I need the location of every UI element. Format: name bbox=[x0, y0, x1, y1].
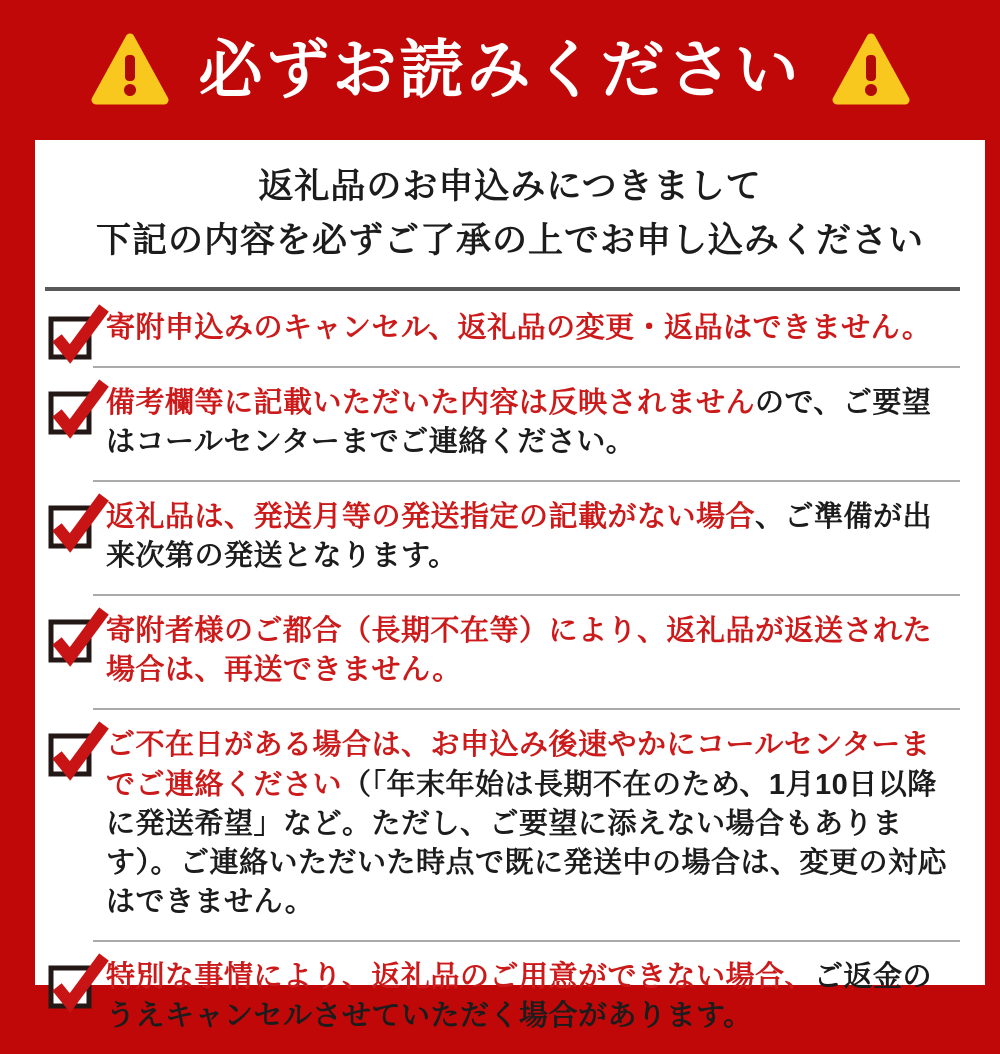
list-item bbox=[48, 480, 960, 594]
list-item bbox=[48, 366, 960, 480]
list-item bbox=[48, 708, 960, 940]
checked-checkbox-icon bbox=[48, 494, 110, 550]
page-title: 必ずお読みください bbox=[199, 38, 802, 102]
item-text-segment: 備考欄等に記載いただいた内容は反映されません bbox=[106, 387, 755, 419]
warning-triangle-icon bbox=[91, 33, 169, 107]
item-text-segment: ご返金のうえキャンセルさせていただく場合があります。 bbox=[106, 961, 932, 1032]
intro-line-2: 下記の内容を必ずご了承の上でお申し込みください bbox=[45, 214, 975, 268]
item-text-segment: 特別な事情により、返礼品のご用意ができない場合、 bbox=[106, 961, 814, 993]
item-text-segment: 寄附申込みのキャンセル、返礼品の変更・返品はできません。 bbox=[106, 312, 931, 344]
checked-checkbox-icon bbox=[48, 954, 110, 1010]
notice-header bbox=[0, 0, 1000, 140]
item-text-segment: （「年末年始は長期不在のため、1月10日以降に発送希望」など。ただし、ご要望に添えない場合もあります）。ご連絡いただいた時点で既に発送中の場合は、変更の対応はできません。 bbox=[106, 769, 947, 918]
warning-triangle-icon bbox=[832, 33, 910, 107]
checked-checkbox-icon bbox=[48, 380, 110, 436]
item-text-segment: 、ご準備が出来次第の発送となります。 bbox=[106, 501, 932, 572]
item-text bbox=[106, 958, 955, 1036]
intro-line-1: 返礼品のお申込みにつきまして bbox=[45, 160, 975, 214]
list-item bbox=[48, 940, 960, 1054]
item-text bbox=[106, 726, 955, 922]
item-text bbox=[106, 612, 955, 690]
notice-panel bbox=[35, 140, 985, 985]
item-text-segment: 返礼品は、発送月等の発送指定の記載がない場合 bbox=[106, 501, 755, 533]
intro-text bbox=[35, 140, 985, 269]
checked-checkbox-icon bbox=[48, 608, 110, 664]
item-text bbox=[106, 498, 955, 576]
list-item bbox=[48, 594, 960, 708]
list-item bbox=[48, 291, 960, 366]
item-text-segment: ご不在日がある場合は、お申込み後速やかにコールセンターまでご連絡ください bbox=[106, 729, 930, 800]
checked-checkbox-icon bbox=[48, 722, 110, 778]
item-text bbox=[106, 384, 955, 462]
item-text-segment: ので、ご要望はコールセンターまでご連絡ください。 bbox=[106, 387, 931, 458]
item-text-segment: 寄附者様のご都合（長期不在等）により、返礼品が返送された場合は、再送できません。 bbox=[106, 615, 932, 686]
item-text bbox=[106, 309, 955, 348]
notice-checklist bbox=[35, 291, 985, 1054]
checked-checkbox-icon bbox=[48, 305, 110, 361]
